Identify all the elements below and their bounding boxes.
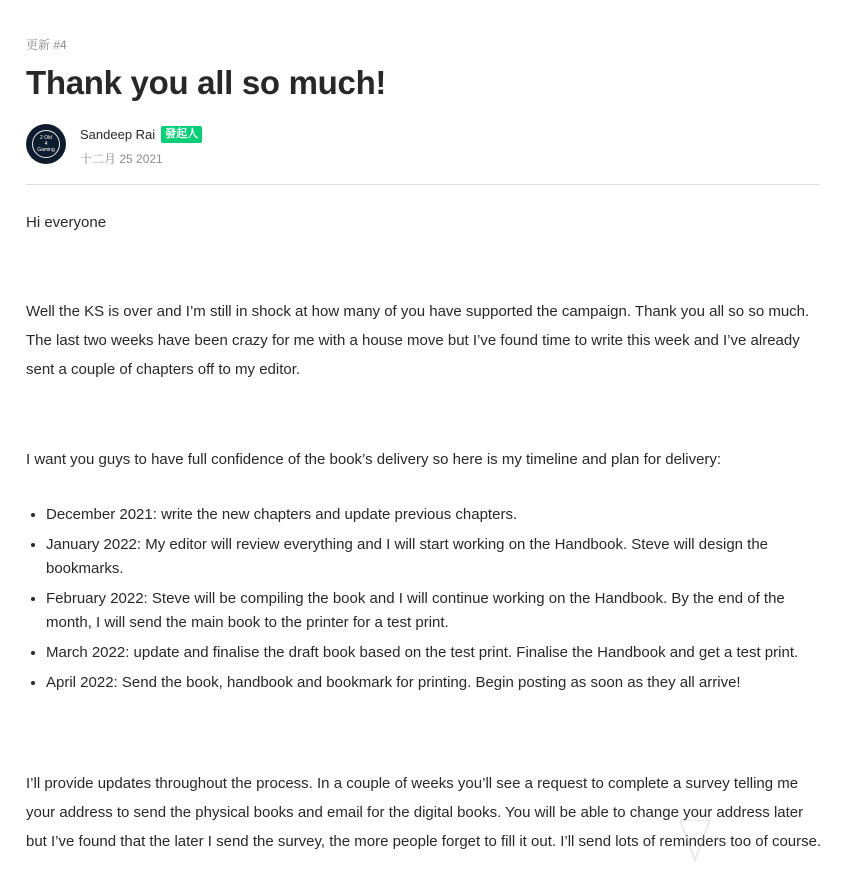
list-item: • April 2022: Send the book, handbook and bookmark for printing. Begin posting as soon as they all arrive! (46, 671, 826, 695)
timeline-list (26, 503, 826, 701)
list-item: • March 2022: update and finalise the draft book based on the test print. Finalise the Handbook and get a test print. (46, 641, 826, 665)
avatar-logo: 2 Old 4 Gaming (32, 130, 60, 158)
updates-paragraph: I’ll provide updates throughout the process. In a couple of weeks you’ll see a request to complete a survey telling me your address to send the physical books and email for the digital books. You will be able to change your address later but I’ve found that the later I send the survey, the more people forget to fill it out. I’ll send lots of reminders too of course. (26, 775, 822, 850)
divider (26, 184, 820, 185)
creator-badge: 發起人 (161, 126, 202, 143)
intro-paragraph: Well the KS is over and I’m still in shock at how many of you have supported the campaign. Thank you all so so much. The last two weeks have been crazy for me with a house move but I’ve found time to write this week and I’ve already sent a couple of chapters off to my editor. (26, 303, 810, 378)
author-row (80, 126, 202, 143)
list-item: • December 2021: write the new chapters and update previous chapters. (46, 503, 826, 527)
list-item: • January 2022: My editor will review everything and I will start working on the Handbook. Steve will design the bookmarks. (46, 533, 826, 581)
post-date: 十二月 25 2021 (80, 152, 163, 166)
list-item: • February 2022: Steve will be compiling the book and I will continue working on the Handbook. By the end of the month, I will send the main book to the printer for a test print. (46, 587, 826, 635)
avatar[interactable] (26, 124, 66, 164)
update-title: Thank you all so much! (26, 64, 387, 101)
greeting-paragraph: Hi everyone (26, 214, 107, 231)
update-number-label: 更新 #4 (26, 38, 67, 52)
author-name[interactable]: Sandeep Rai (80, 127, 156, 142)
plan-paragraph: I want you guys to have full confidence of the book’s delivery so here is my timeline and plan for delivery: (26, 451, 722, 468)
